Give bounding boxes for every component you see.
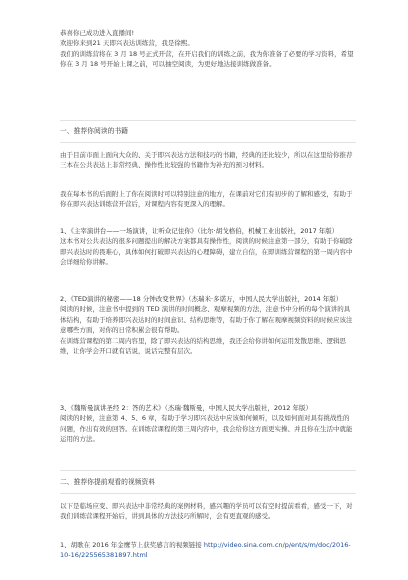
section-2-intro xyxy=(60,501,356,522)
book-2-description: 阅读的时候，注意书中提到的 TED 演讲的时间概念、观摩视频的方法，注意书中分析的每个演讲的具体结构，有助于培养即兴表达时的时间意识、结构思维等，有助于你了解在观摩视频资料的时候应该注意哪些方面，对你的日常积累会很有帮助。 xyxy=(60,305,353,335)
book-2-title: 2、《TED演讲的秘密——18 分钟改变世界》（杰瑞米·多诺万，中国人民大学出版社，2014 年版） xyxy=(60,295,343,303)
book-3-title: 3、《魏斯曼演讲圣经 2：答的艺术》（杰瑞·魏斯曼，中国人民大学出版社，2012 年版） xyxy=(60,404,313,412)
greeting-line-2: 欢迎你来到21 天即兴表达训练营，我是徐熙。 xyxy=(60,39,194,48)
section-2-top-rule xyxy=(60,470,356,471)
section-2-heading: 二、推荐你提前观看的视频资料 xyxy=(60,478,156,486)
book-1-description: 这本书对公共表达的很多问题提出的解决方案都具有操作性，阅读的时候注意第一部分，有助于你破除即兴表达时的畏难心，具体如何打破即兴表达的心理障碍，建立自信，在即训练营课程的第一周内容中会详细给你讲解。 xyxy=(60,237,353,267)
video-item-1-link[interactable]: http://video.sina.com.cn/p/ent/s/m/doc/2016-10-16/225565381897.html xyxy=(60,541,351,560)
section-1-heading: 一、推荐你阅读的书籍 xyxy=(60,127,128,135)
greeting-paragraph: 我们的训练营将在 3 月 18 号正式开营，在开启我们的训练之前，我为你准备了必要的学习资料，希望你在 3 月 18 号开始上课之前，可以抽空阅读，为更好地达接训练做准备。 xyxy=(60,49,354,69)
section-1-intro xyxy=(60,150,356,171)
section-1-note xyxy=(60,189,356,210)
greeting-line-1: 恭喜你已成功进入直播间! xyxy=(60,29,135,37)
section-1-bottom-rule xyxy=(60,142,356,143)
section-1-note-text: 我在每本书的后面附上了你在阅读时可以特别注意的地方，在课前对它们有初步的了解和感受，有助于你在即兴表达训练营开营后，对课程内容有更深入的理解。 xyxy=(60,190,353,209)
section-1-intro-text: 由于目前市面上面向大众的、关于即兴表达方法和技巧的书籍，经典的还比较少，所以在这里给你推荐三本在公共表达上非常经典、操作性比较强的书籍作为补充的预习材料。 xyxy=(60,151,353,170)
video-item-1 xyxy=(60,540,356,561)
video-item-1-prefix: 1、胡歌在 2016 年金鹰节上获奖感言的视频链接 xyxy=(60,541,204,549)
book-1 xyxy=(60,226,356,268)
book-1-title: 1、《主宰演讲台——一场演讲，让听众记住你》（比尔·胡戈格伯，机械工业出版社，2017 年版） xyxy=(60,227,339,235)
book-3-description: 阅读的时候，注意第 4、5、6 章，有助于学习即兴表达中应该如何倾听，以及如何面对具有挑战性的问题，作出有效的回答。在训练营课程的第三周内容中，我会给你这方面更实操、并且你在生活中就能运用的方法。 xyxy=(60,414,353,444)
book-3 xyxy=(60,403,356,445)
section-1-top-rule xyxy=(60,120,356,121)
book-2-description-extra: 在训练营课程的第二周内容里，除了即兴表达的结构思维，我还会给你讲如何运用发散思维、逻辑思维，让你学会开口就有话说，说话完整有层次。 xyxy=(60,336,346,356)
video-item-1-text xyxy=(60,540,356,561)
section-2-bottom-rule xyxy=(60,493,356,494)
section-2-intro-text: 以下是临场应变、即兴表达中非常经典的案例材料，感兴趣的学员可以有空时提前看看，感受一下，对我们训练营课程开始后，讲到具体的方法技巧所解时，会有更直观的感受。 xyxy=(60,502,353,521)
greeting-block xyxy=(60,28,356,70)
book-2 xyxy=(60,294,356,356)
